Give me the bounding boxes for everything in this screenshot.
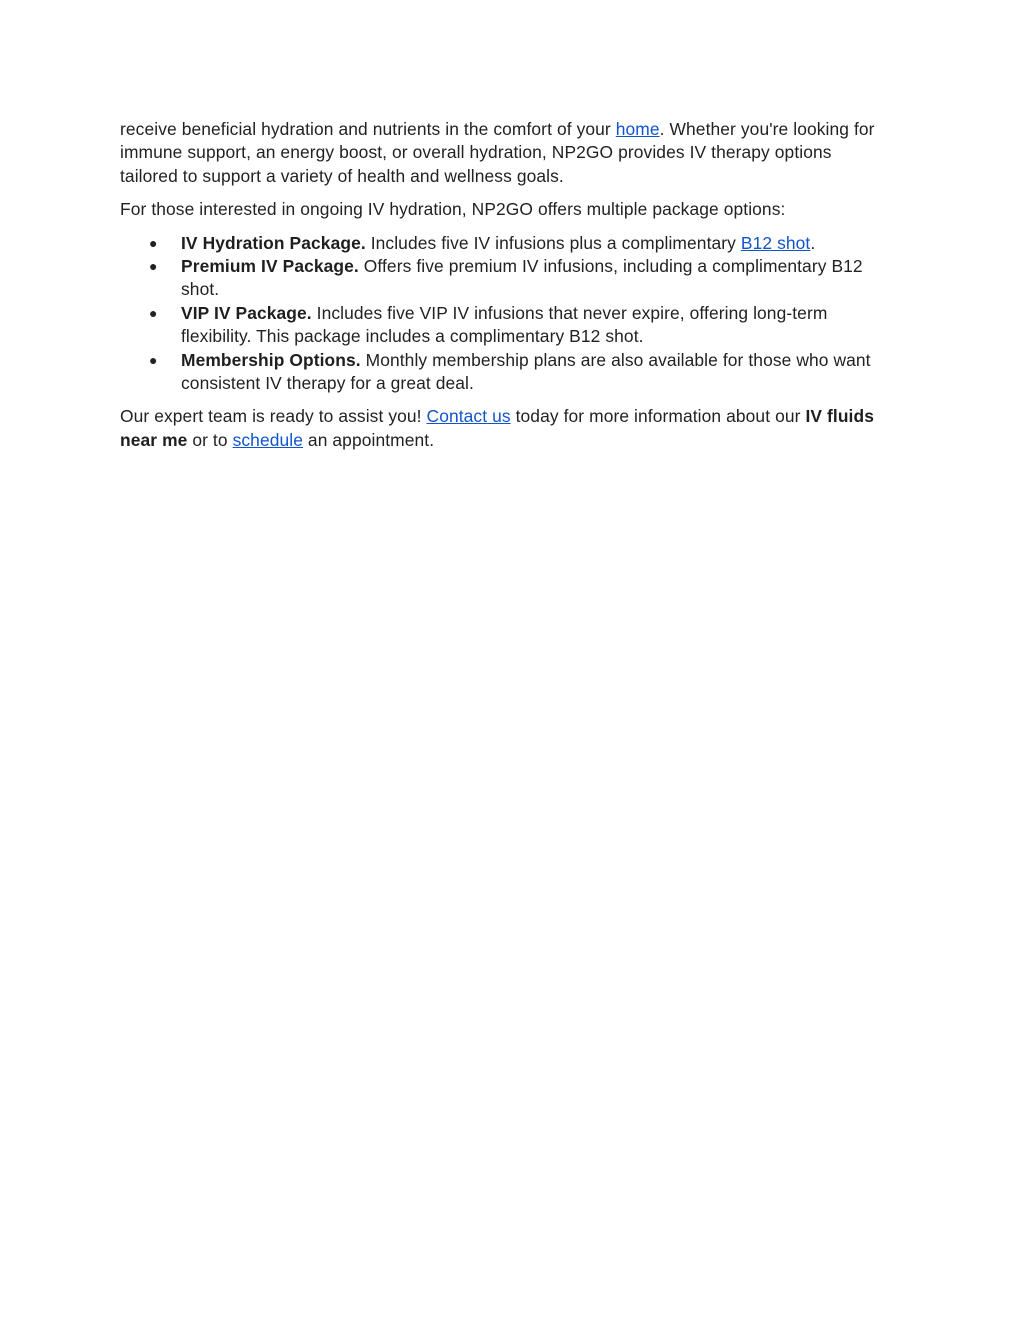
intro-text-after: . Whether you're looking for immune support, an energy boost, or overall hydration, NP2GO provides IV therapy options tailored to support a variety of health and wellness goals.: [120, 119, 875, 186]
package-title: VIP IV Package.: [181, 302, 312, 323]
package-title: IV Hydration Package.: [181, 232, 366, 253]
list-item: [120, 349, 885, 396]
bullet-icon: ●: [149, 258, 158, 275]
closing-text: today for more information about our: [510, 406, 806, 427]
package-title: Membership Options.: [181, 349, 361, 370]
list-item: [120, 302, 885, 349]
package-text-end: .: [810, 232, 816, 253]
bullet-icon: ●: [149, 304, 158, 321]
home-link[interactable]: home: [615, 119, 660, 139]
closing-text: or to: [187, 429, 233, 450]
package-text: Includes five VIP IV infusions that never expire, offering long-term flexibility. This package includes a complimentary B12 shot.: [181, 302, 828, 347]
intro-paragraph: [120, 118, 885, 188]
schedule-link[interactable]: schedule: [232, 429, 303, 450]
bullet-icon: ●: [149, 351, 158, 368]
intro-text-before: receive beneficial hydration and nutrients in the comfort of your: [120, 119, 616, 139]
list-item: [120, 255, 885, 302]
package-text: Includes five IV infusions plus a complimentary: [365, 232, 741, 253]
b12-shot-link[interactable]: B12 shot: [740, 232, 811, 253]
package-text: Monthly membership plans are also available for those who want consistent IV therapy for a great deal.: [181, 349, 871, 394]
contact-us-link[interactable]: Contact us: [426, 406, 511, 427]
package-title: Premium IV Package.: [181, 256, 359, 277]
list-item: [120, 232, 885, 255]
document-page: [120, 118, 885, 462]
closing-text: Our expert team is ready to assist you!: [120, 406, 427, 427]
closing-text: an appointment.: [303, 429, 435, 450]
closing-paragraph: [120, 405, 885, 452]
packages-intro-paragraph: For those interested in ongoing IV hydration, NP2GO offers multiple package options:: [120, 199, 786, 220]
bullet-icon: ●: [149, 234, 158, 251]
packages-list: [120, 232, 885, 396]
package-text: Offers five premium IV infusions, including a complimentary B12 shot.: [181, 256, 863, 300]
keyword-bold: IV fluids near me: [120, 406, 874, 450]
